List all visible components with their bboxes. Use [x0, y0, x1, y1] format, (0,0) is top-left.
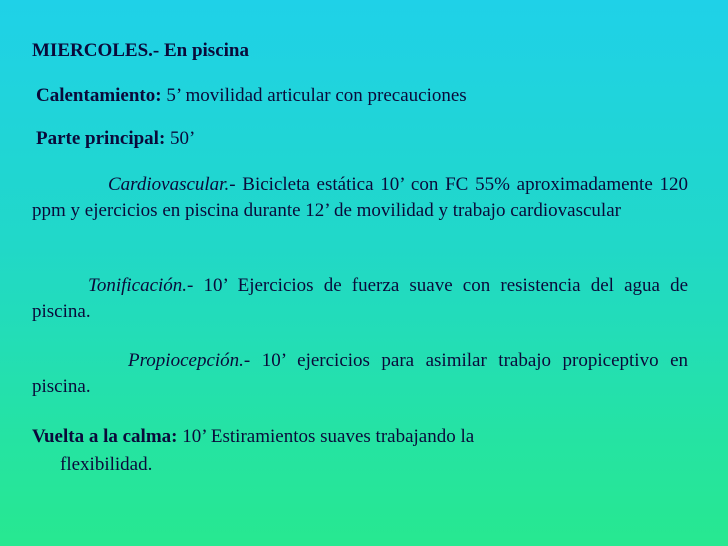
warmup-text: 5’ movilidad articular con precauciones: [166, 85, 467, 106]
main-part-line: [36, 126, 692, 152]
proprio-label: Propiocepción.-: [128, 350, 251, 371]
main-part-label: Parte principal:: [36, 128, 166, 149]
main-part-text: 50’: [170, 128, 196, 149]
cardio-paragraph: [32, 172, 688, 224]
cooldown-text: 10’ Estiramientos suaves trabajando la: [182, 426, 475, 447]
cardio-label: Cardiovascular.-: [108, 174, 236, 195]
toning-label: Tonificación.-: [88, 275, 194, 296]
cardio-text: Bicicleta estática 10’ con FC 55% aproximadamente 120 ppm y ejercicios en piscina durante 12’ de movilidad y trabajo cardiovascular: [32, 174, 689, 221]
toning-text: 10’ Ejercicios de fuerza suave con resistencia del agua de piscina.: [32, 275, 689, 322]
cooldown-label: Vuelta a la calma:: [32, 426, 178, 447]
proprio-paragraph: [32, 348, 688, 400]
proprio-text: 10’ ejercicios para asimilar trabajo propiceptivo en piscina.: [32, 350, 688, 397]
cooldown-line: [32, 424, 688, 450]
warmup-line: [36, 83, 692, 109]
warmup-label: Calentamiento:: [36, 85, 162, 106]
toning-paragraph: [32, 273, 688, 325]
slide-title: MIERCOLES.- En piscina: [32, 40, 249, 61]
cooldown-line-2: flexibilidad.: [60, 454, 153, 475]
